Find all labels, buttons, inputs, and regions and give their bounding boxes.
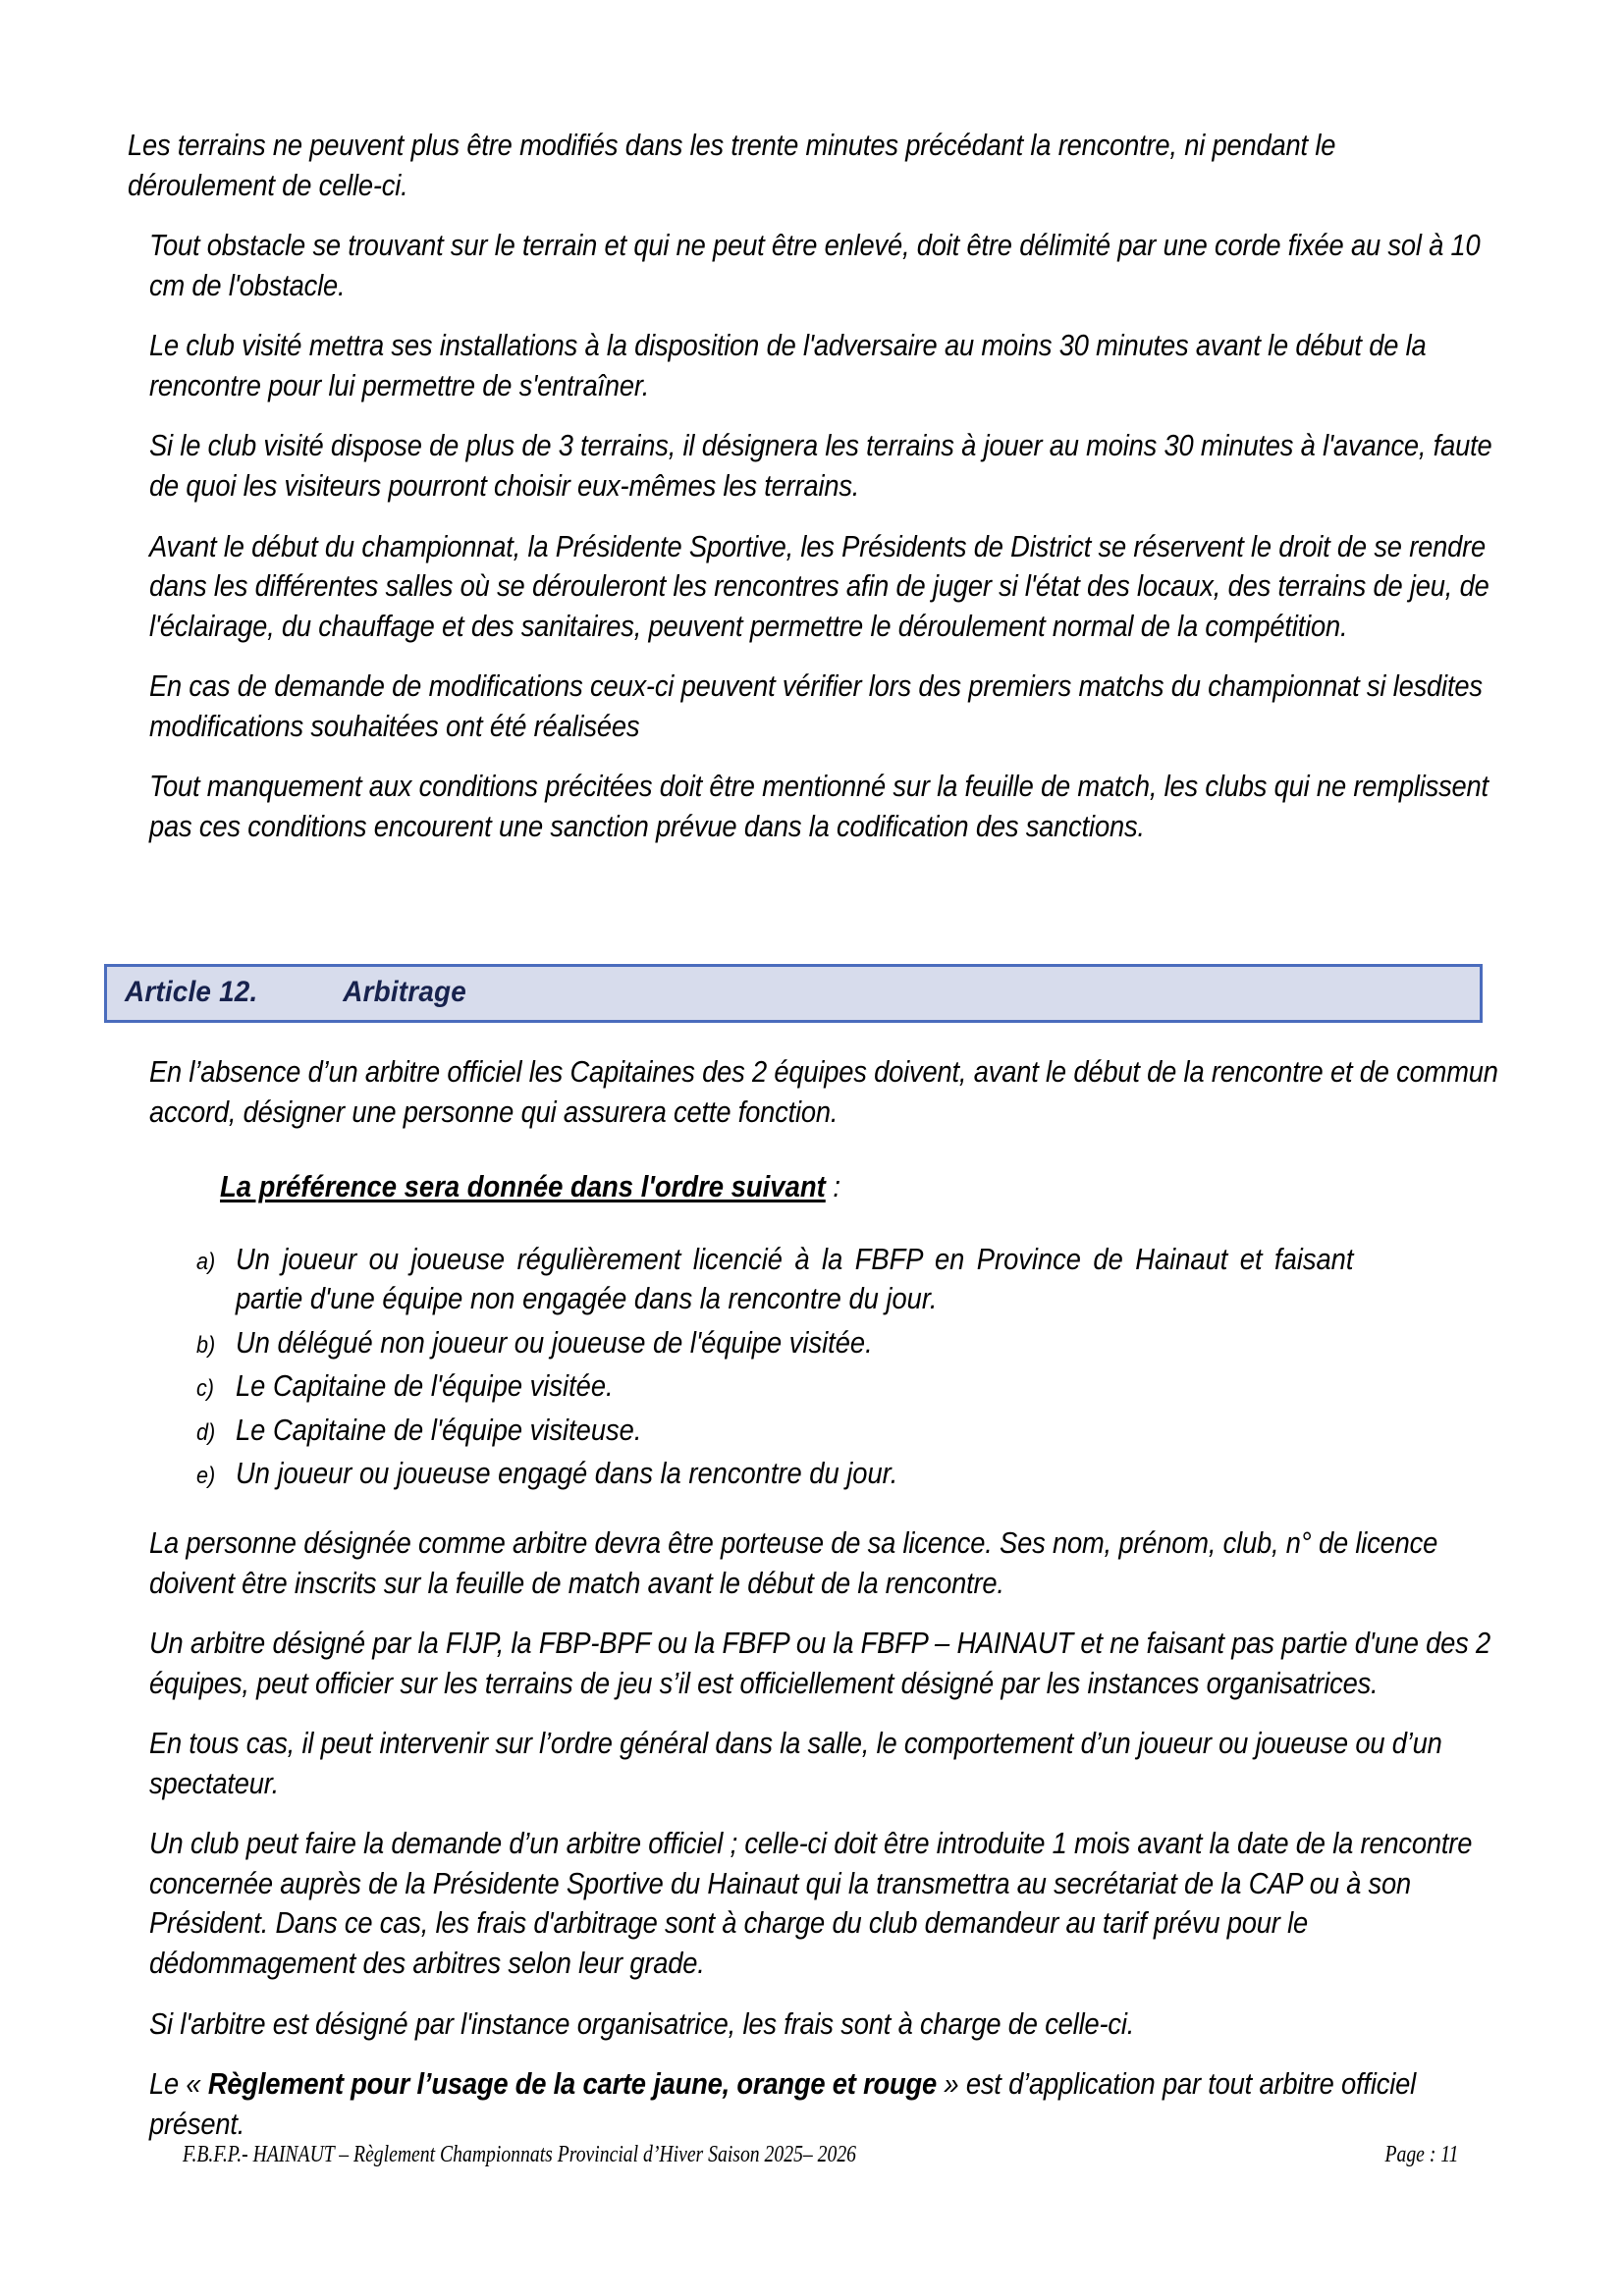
paragraph-demande-arbitre-officiel: Un club peut faire la demande d’un arbitre officiel ; celle-ci doit être introduite 1 mois avant la date de la rencontre concernée auprès de la Présidente Sportive du Hainaut qui la transmettra au secrétariat de la CAP ou à son Président. Dans ce cas, les frais d'arbitrage sont à charge du club demandeur au tarif prévu pour le dédommagement des arbitres selon leur grade. — [149, 1827, 1473, 1980]
paragraph-en-tous-cas: En tous cas, il peut intervenir sur l’ordre général dans la salle, le comportement d’un joueur ou joueuse ou d’un spectateur. — [149, 1727, 1442, 1800]
paragraph-frais-instance-organisatrice: Si l'arbitre est désigné par l'instance organisatrice, les frais sont à charge de celle-ci. — [149, 2006, 1135, 2041]
list-item-label: Le Capitaine de l'équipe visitée. — [236, 1369, 614, 1404]
list-item-marker: b) — [196, 1331, 216, 1359]
list-item-label: Le Capitaine de l'équipe visiteuse. — [236, 1413, 642, 1447]
paragraph-absence-arbitre: En l’absence d’un arbitre officiel les Capitaines des 2 équipes doivent, avant le début de la rencontre et de commun accord, désigner une personne qui assurera cette fonction. — [149, 1055, 1498, 1129]
paragraph-terrains-modifies: Les terrains ne peuvent plus être modifiés dans les trente minutes précédant la rencontre, ni pendant le déroulement de celle-ci. — [128, 129, 1336, 202]
footer-page-number: Page : 11 — [1384, 2142, 1459, 2167]
article-title: Arbitrage — [343, 976, 466, 1009]
preference-list — [196, 1240, 1485, 1494]
paragraph-obstacle: Tout obstacle se trouvant sur le terrain et qui ne peut être enlevé, doit être délimité par une corde fixée au sol à 10 cm de l'obstacle. — [149, 229, 1481, 302]
list-item-marker: d) — [196, 1418, 216, 1446]
closing-prefix: Le « — [149, 2067, 208, 2102]
footer-document-title: F.B.F.P.- HAINAUT – Règlement Championnats Provincial d’Hiver Saison 2025– 2026 — [183, 2142, 857, 2167]
list-item — [196, 1454, 1485, 1494]
list-item-marker: e) — [196, 1463, 216, 1490]
list-item-label: Un joueur ou joueuse régulièrement licencié à la FBFP en Province de Hainaut et faisant partie d'une équipe non engagée dans la rencontre du jour. — [236, 1242, 1354, 1316]
list-item-label: Un joueur ou joueuse engagé dans la rencontre du jour. — [236, 1457, 898, 1491]
list-item — [196, 1366, 1485, 1407]
preference-heading-bold: La préférence sera donnée dans l'ordre suivant — [220, 1169, 826, 1203]
paragraph-arbitre-designe-federations: Un arbitre désigné par la FIJP, la FBP-BPF ou la FBFP ou la FBFP – HAINAUT et ne faisant pas partie d'une des 2 équipes, peut officier sur les terrains de jeu s’il est officiellement désigné par les instances organisatrices. — [149, 1627, 1491, 1700]
list-item — [196, 1240, 1485, 1319]
preference-heading-wrap — [220, 1170, 1483, 1204]
paragraph-demande-modifications: En cas de demande de modifications ceux-ci peuvent vérifier lors des premiers matchs du championnat si lesdites modifications souhaitées ont été réalisées — [149, 669, 1483, 743]
page-footer — [183, 2142, 1459, 2168]
article-heading-spacer — [257, 976, 343, 1008]
article-heading-box — [104, 964, 1483, 1023]
closing-suffix: » est d’application par tout arbitre officiel présent. — [149, 2067, 1416, 2141]
page-content — [125, 126, 1498, 2144]
article-heading-inner — [125, 976, 1384, 1009]
paragraph-personne-designee: La personne désignée comme arbitre devra être porteuse de sa licence. Ses nom, prénom, club, n° de licence doivent être inscrits sur la feuille de match avant le début de la rencontre. — [149, 1525, 1438, 1600]
list-item — [196, 1411, 1485, 1451]
paragraph-plus-de-3-terrains: Si le club visité dispose de plus de 3 terrains, il désignera les terrains à jouer au moins 30 minutes à l'avance, faute de quoi les visiteurs pourront choisir eux-mêmes les terrains. — [149, 429, 1492, 503]
list-item — [196, 1323, 1485, 1363]
list-item-label: Un délégué non joueur ou joueuse de l'équipe visitée. — [236, 1325, 873, 1360]
paragraph-reglement-cartes — [149, 2064, 1504, 2144]
paragraph-tout-manquement: Tout manquement aux conditions précitées doit être mentionné sur la feuille de match, les clubs qui ne remplissent pas ces conditions encourent une sanction prévue dans la codification des sanctions. — [149, 770, 1489, 843]
closing-bold: Règlement pour l’usage de la carte jaune, orange et rouge — [207, 2067, 938, 2102]
article-number: Article 12. — [125, 976, 258, 1009]
paragraph-avant-debut-championnat: Avant le début du championnat, la Présidente Sportive, les Présidents de District se réservent le droit de se rendre dans les différentes salles où se dérouleront les rencontres afin de juger si l'état des locaux, des terrains de jeu, de l'éclairage, du chauffage et des sanitaires, peuvent permettre le déroulement normal de la compétition. — [149, 529, 1489, 643]
list-item-marker: c) — [196, 1375, 214, 1403]
list-item-marker: a) — [196, 1248, 216, 1275]
preference-heading-suffix: : — [825, 1169, 841, 1203]
paragraph-club-visite-installations: Le club visité mettra ses installations à la disposition de l'adversaire au moins 30 minutes avant le début de la rencontre pour lui permettre de s'entraîner. — [149, 329, 1427, 402]
preference-heading — [220, 1170, 840, 1204]
